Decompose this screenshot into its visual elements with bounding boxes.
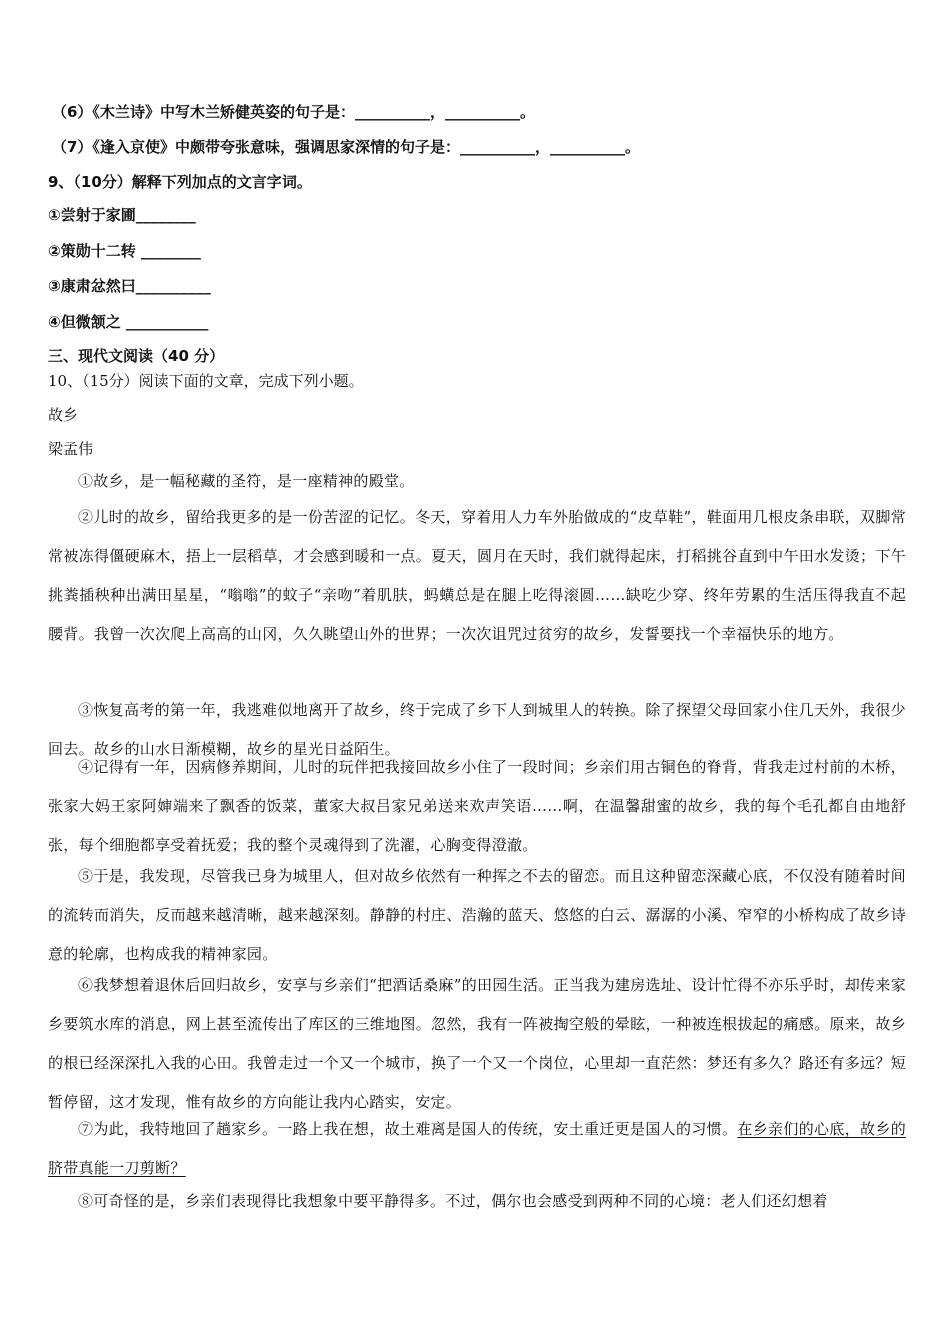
article-paragraph-5: ⑤于是，我发现，尽管我已身为城里人，但对故乡依然有一种挥之不去的留恋。而且这种留恋深藏心底，不仅没有随着时间的流转而消失，反而越来越清晰，越来越深刻。静静的村庄、浩瀚的蓝天、悠悠的白云、潺潺的小溪、窄窄的小桥构成了故乡诗意的轮廓，也构成我的精神家园。 [48, 867, 906, 963]
section-3-heading: 三、现代文阅读（40 分） [48, 347, 225, 365]
question-9-text: 9、（10分）解释下列加点的文言字词。 [48, 173, 312, 191]
article-paragraph-8: ⑧可奇怪的是，乡亲们表现得比我想象中要平静得多。不过，偶尔也会感受到两种不同的心境：老人们还幻想着 [78, 1192, 828, 1210]
article-paragraph-3: ③恢复高考的第一年，我逃难似地离开了故乡，终于完成了乡下人到城里人的转换。除了探望父母回家小住几天外，我很少回去。故乡的山水日渐模糊，故乡的星光日益陌生。 [48, 701, 906, 758]
question-9-item-4: ④但微颔之 ___________ [48, 313, 209, 331]
article-paragraph-6: ⑥我梦想着退休后回归故乡，安享与乡亲们“把酒话桑麻”的田园生活。正当我为建房选址、设计忙得不亦乐乎时，却传来家乡要筑水库的消息，网上甚至流传出了库区的三维地图。忽然，我有一阵被掏空般的晕眩，一种被连根拔起的痛感。原来，故乡的根已经深深扎入我的心田。我曾走过一个又一个城市，换了一个又一个岗位，心里却一直茫然：梦还有多久？路还有多远？短暂停留，这才发现，惟有故乡的方向能让我内心踏实，安定。 [48, 976, 906, 1111]
question-6: （6）《木兰诗》中写木兰矫健英姿的句子是：__________，__________。 [52, 103, 535, 121]
article-paragraph-4: ④记得有一年，因病修养期间，儿时的玩伴把我接回故乡小住了一段时间；乡亲们用古铜色的脊背，背我走过村前的木桥，张家大妈王家阿婶端来了飘香的饭菜，董家大叔吕家兄弟送来欢声笑语……啊，在温馨甜蜜的故乡，我的每个毛孔都自由地舒张，每个细胞都享受着抚爱；我的整个灵魂得到了洗濯，心胸变得澄澈。 [48, 758, 906, 854]
article-author: 梁孟伟 [48, 440, 94, 458]
question-9-item-2: ②策勋十二转 ________ [48, 242, 201, 260]
question-9-item-3: ③康肃忿然曰__________ [48, 277, 211, 295]
question-9-heading [48, 172, 312, 192]
article-paragraph-1: ①故乡，是一幅秘藏的圣符，是一座精神的殿堂。 [78, 472, 415, 490]
question-7: （7）《逢入京使》中颇带夸张意味，强调思家深情的句子是：__________，__________。 [52, 138, 640, 156]
article-paragraph-7 [48, 1110, 906, 1188]
paragraph-7-text: ⑦为此，我特地回了趟家乡。一路上我在想，故土难离是国人的传统，安土重迁更是国人的习惯。 [78, 1120, 738, 1138]
article-paragraph-2: ②儿时的故乡，留给我更多的是一份苦涩的记忆。冬天，穿着用人力车外胎做成的“皮草鞋”，鞋面用几根皮条串联，双脚常常被冻得僵硬麻木，捂上一层稻草，才会感到暖和一点。夏天，圆月在天时，我们就得起床，打稻挑谷直到中午田水发烫；下午挑粪插秧种出满田星星，“嗡嗡”的蚊子“亲吻”着肌肤，蚂蟥总是在腿上吃得滚圆……缺吃少穿、终年劳累的生活压得我直不起腰背。我曾一次次爬上高高的山冈，久久眺望山外的世界；一次次诅咒过贫穷的故乡，发誓要找一个幸福快乐的地方。 [48, 508, 906, 643]
question-10-instructions: 10、（15分）阅读下面的文章，完成下列小题。 [48, 372, 364, 390]
article-title: 故乡 [48, 406, 79, 424]
paragraph-7-underlined-sentence: 在乡亲们的心底，故乡的脐带真能一刀剪断？ [48, 1120, 906, 1177]
question-9-item-1: ①尝射于家圃________ [48, 206, 196, 224]
